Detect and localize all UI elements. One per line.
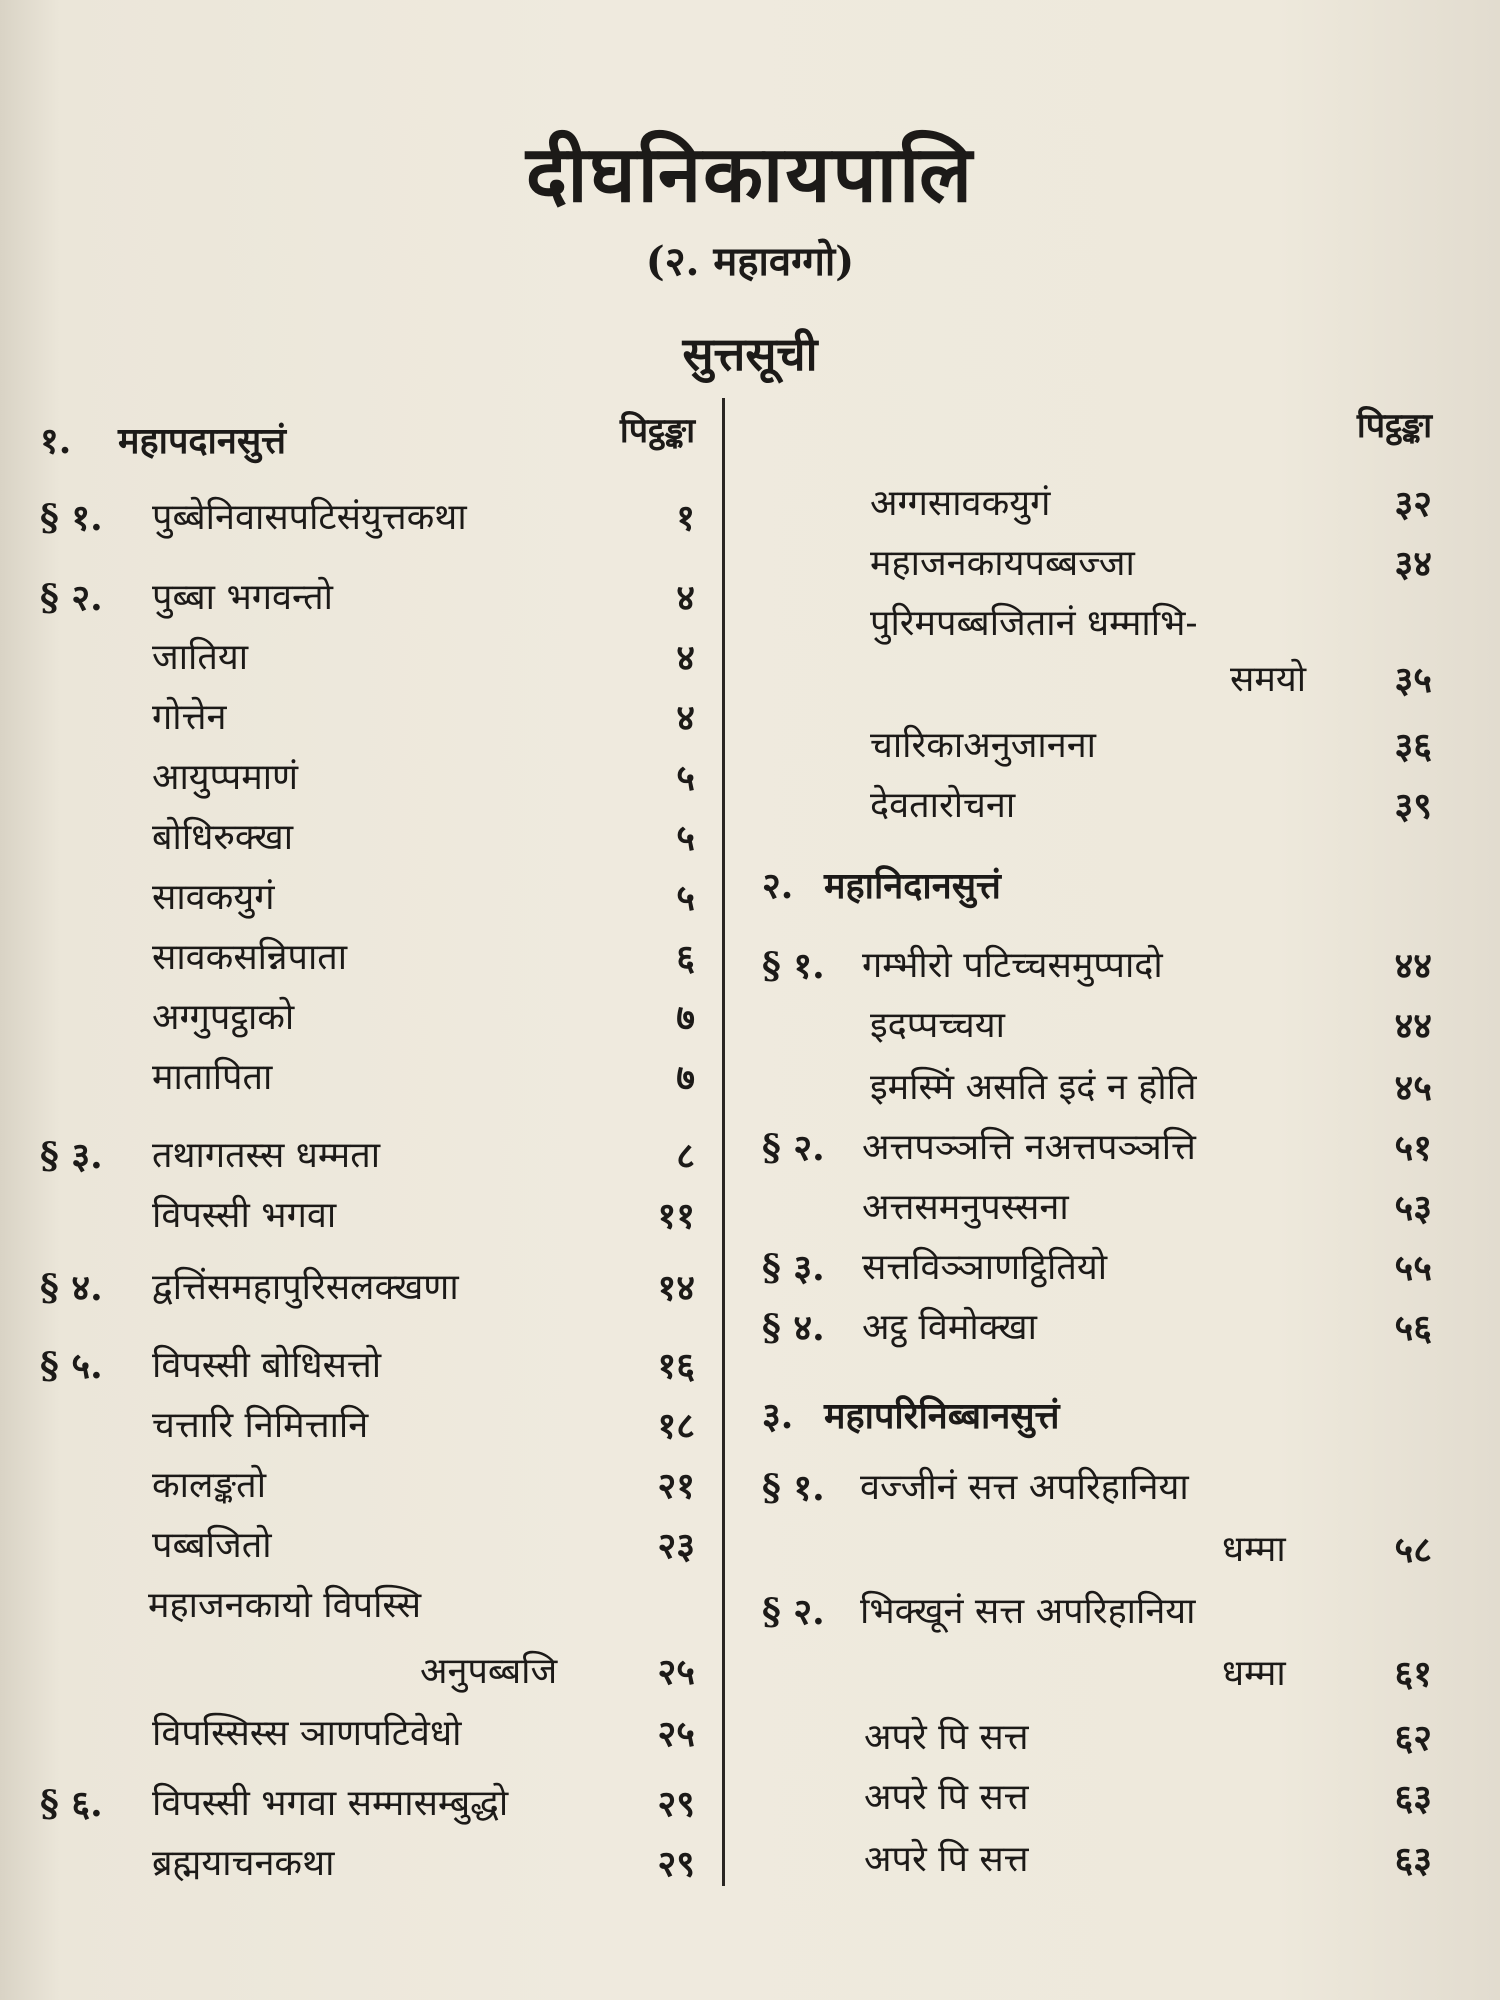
entry-label: विपस्सी बोधिसत्तो xyxy=(152,1345,382,1386)
entry-label: वज्जीनं सत्त अपरिहानिया xyxy=(860,1467,1189,1508)
page-number: २९ xyxy=(657,1843,695,1885)
entry-label: द्वत्तिंसमहापुरिसलक्खणा xyxy=(152,1267,459,1308)
sutta-title: महानिदानसुत्तं xyxy=(824,865,1001,907)
page-number: ५ xyxy=(676,757,695,799)
page-number: ४४ xyxy=(1394,945,1432,987)
toc-entry xyxy=(752,1000,1432,1052)
toc-entry xyxy=(752,538,1432,590)
page-column-header-row xyxy=(752,400,1432,452)
sutta-title: महापदानसुत्तं xyxy=(118,420,287,462)
section-number: § २. xyxy=(40,577,103,619)
entry-label: महाजनकायपब्बज्जा xyxy=(870,543,1135,584)
entry-label: भिक्खूनं सत्त अपरिहानिया xyxy=(860,1591,1196,1632)
sutta-heading-3 xyxy=(752,1390,1432,1442)
toc-entry xyxy=(40,1460,695,1512)
section-number: § १. xyxy=(762,945,825,987)
page-number: २१ xyxy=(657,1465,695,1507)
toc-entry xyxy=(40,1838,695,1890)
toc-entry xyxy=(40,1778,695,1830)
page-column-header: पिट्ठङ्का xyxy=(1356,406,1432,446)
entry-label: अग्गुपट्ठाको xyxy=(152,997,295,1038)
toc-entry xyxy=(752,1524,1432,1576)
toc-entry xyxy=(752,598,1432,650)
entry-label: देवतारोचना xyxy=(870,785,1016,826)
section-number: § ६. xyxy=(40,1783,103,1825)
entry-label: पब्बजितो xyxy=(152,1525,272,1566)
page-number: ६ xyxy=(676,937,695,979)
entry-label: अट्ठ विमोक्खा xyxy=(862,1307,1037,1348)
entry-label: पुरिमपब्बजितानं धम्माभि- xyxy=(870,603,1198,644)
toc-entry xyxy=(752,1242,1432,1294)
toc-entry xyxy=(40,1520,695,1572)
toc-entry xyxy=(40,1052,695,1104)
entry-label: विपस्सिस्स ञाणपटिवेधो xyxy=(152,1713,462,1754)
page-number: ५६ xyxy=(1394,1307,1432,1349)
page-number: ११ xyxy=(657,1195,695,1237)
section-number: § ४. xyxy=(40,1267,103,1309)
entry-label: ब्रह्मयाचनकथा xyxy=(152,1843,335,1884)
toc-entry xyxy=(752,720,1432,772)
page-number: ६३ xyxy=(1394,1839,1432,1881)
page-title: दीघनिकायपालि xyxy=(525,129,975,220)
entry-label: विपस्सी भगवा xyxy=(152,1195,337,1236)
entry-label: अत्तसमनुपस्सना xyxy=(862,1187,1069,1228)
page-number: १६ xyxy=(657,1345,695,1387)
entry-label: इदप्पच्चया xyxy=(870,1005,1005,1046)
entry-label: धम्मा xyxy=(1222,1653,1286,1694)
page-number: २९ xyxy=(657,1783,695,1825)
entry-label: पुब्बेनिवासपटिसंयुत्तकथा xyxy=(152,497,467,538)
section-number: § ३. xyxy=(762,1247,825,1289)
entry-label: तथागतस्स धम्मता xyxy=(152,1135,381,1176)
page-number: ६२ xyxy=(1394,1717,1432,1759)
page-subtitle: (२. महावग्गो) xyxy=(645,238,855,285)
entry-label: मातापिता xyxy=(152,1057,273,1098)
page-number: १ xyxy=(676,497,695,539)
toc-entry xyxy=(40,752,695,804)
sutta-heading-1 xyxy=(40,411,695,467)
sutta-title: महापरिनिब्बानसुत्तं xyxy=(824,1395,1060,1437)
section-number: § ४. xyxy=(762,1307,825,1349)
entry-label: कालङ्कतो xyxy=(152,1465,267,1506)
page-number: ४ xyxy=(676,697,695,739)
section-number: § २. xyxy=(762,1127,825,1169)
toc-entry xyxy=(40,1190,695,1242)
entry-label: आयुप्पमाणं xyxy=(152,757,299,798)
entry-label: इमस्मिं असति इदं न होति xyxy=(870,1067,1197,1108)
entry-label: अपरे पि सत्त xyxy=(864,1839,1029,1880)
section-number: § ५. xyxy=(40,1345,103,1387)
toc-entry xyxy=(752,1586,1432,1638)
section-number: § ३. xyxy=(40,1135,103,1177)
entry-label: जातिया xyxy=(152,637,249,678)
toc-entry xyxy=(752,780,1432,832)
entry-label: चत्तारि निमित्तानि xyxy=(152,1405,369,1446)
page-number: ५१ xyxy=(1394,1127,1432,1169)
toc-entry xyxy=(40,572,695,624)
toc-entry xyxy=(40,872,695,924)
toc-entry xyxy=(40,812,695,864)
page-number: ४५ xyxy=(1394,1067,1432,1109)
page-number: ३४ xyxy=(1394,543,1432,585)
page-number: ५ xyxy=(676,817,695,859)
page-number: २३ xyxy=(657,1525,695,1567)
entry-label: अनुपब्बजि xyxy=(420,1651,558,1692)
page-number: ६१ xyxy=(1394,1653,1432,1695)
entry-label: चारिकाअनुजानना xyxy=(870,725,1097,766)
entry-label: गोत्तेन xyxy=(152,697,227,738)
contents-heading: सुत्तसूची xyxy=(682,327,818,381)
entry-label: अत्तपञ्ञत्ति नअत्तपञ्ञत्ति xyxy=(862,1127,1196,1168)
page-column-header: पिट्ठङ्का xyxy=(619,411,695,451)
toc-entry xyxy=(40,692,695,744)
page-number: ३६ xyxy=(1394,725,1432,767)
toc-entry xyxy=(40,1340,695,1392)
page-number: ३५ xyxy=(1394,659,1432,701)
sutta-number: २. xyxy=(762,865,794,907)
entry-label: पुब्बा भगवन्तो xyxy=(152,577,333,618)
entry-label: अपरे पि सत्त xyxy=(864,1777,1029,1818)
section-number: § १. xyxy=(762,1467,825,1509)
page-number: ५८ xyxy=(1394,1529,1432,1571)
entry-label: अपरे पि सत्त xyxy=(864,1717,1029,1758)
sutta-heading-2 xyxy=(752,860,1432,912)
toc-entry xyxy=(752,1182,1432,1234)
page-number: ५३ xyxy=(1394,1187,1432,1229)
section-number: § १. xyxy=(40,497,103,539)
toc-entry xyxy=(752,1462,1432,1514)
entry-label: सावकयुगं xyxy=(152,877,275,918)
page-number: २५ xyxy=(657,1651,695,1693)
toc-entry xyxy=(40,632,695,684)
entry-label: गम्भीरो पटिच्चसमुप्पादो xyxy=(862,945,1163,986)
column-divider xyxy=(722,398,725,1886)
toc-entry xyxy=(752,1712,1432,1764)
section-number: § २. xyxy=(762,1591,825,1633)
toc-entry xyxy=(752,1302,1432,1354)
page-number: ४ xyxy=(676,637,695,679)
entry-label: धम्मा xyxy=(1222,1529,1286,1570)
toc-entry xyxy=(752,478,1432,530)
toc-entry xyxy=(752,1648,1432,1700)
entry-label: सत्तविञ्ञाणट्ठितियो xyxy=(862,1247,1108,1288)
page-number: ६३ xyxy=(1394,1777,1432,1819)
sutta-number: १. xyxy=(40,420,72,462)
toc-entry xyxy=(40,1646,695,1698)
page-number: ५ xyxy=(676,877,695,919)
entry-label: महाजनकायो विपस्सि xyxy=(148,1585,422,1626)
toc-entry xyxy=(40,1130,695,1182)
page-number: ४ xyxy=(676,577,695,619)
page-number: ४४ xyxy=(1394,1005,1432,1047)
page-number: ७ xyxy=(676,1057,695,1099)
page-number: ३२ xyxy=(1394,483,1432,525)
entry-label: अग्गसावकयुगं xyxy=(870,483,1051,524)
toc-entry xyxy=(40,1400,695,1452)
toc-entry xyxy=(752,1772,1432,1824)
toc-entry xyxy=(40,1708,695,1760)
toc-entry xyxy=(752,1122,1432,1174)
toc-entry xyxy=(40,492,695,544)
page-number: १४ xyxy=(657,1267,695,1309)
sutta-number: ३. xyxy=(762,1395,794,1437)
page-number: २५ xyxy=(657,1713,695,1755)
page-number: ५५ xyxy=(1394,1247,1432,1289)
entry-label: समयो xyxy=(1230,659,1307,700)
page-number: १८ xyxy=(657,1405,695,1447)
entry-label: सावकसन्निपाता xyxy=(152,937,348,978)
toc-entry xyxy=(40,932,695,984)
toc-entry xyxy=(40,992,695,1044)
page-number: ३९ xyxy=(1394,785,1432,827)
entry-label: विपस्सी भगवा सम्मासम्बुद्धो xyxy=(152,1783,509,1824)
entry-label: बोधिरुक्खा xyxy=(152,817,294,858)
toc-entry xyxy=(752,1062,1432,1114)
toc-entry xyxy=(752,1834,1432,1886)
toc-entry xyxy=(40,1262,695,1314)
page-number: ७ xyxy=(676,997,695,1039)
toc-entry xyxy=(752,654,1432,706)
page-number: ८ xyxy=(676,1135,695,1177)
toc-entry xyxy=(752,940,1432,992)
toc-entry xyxy=(40,1580,695,1632)
